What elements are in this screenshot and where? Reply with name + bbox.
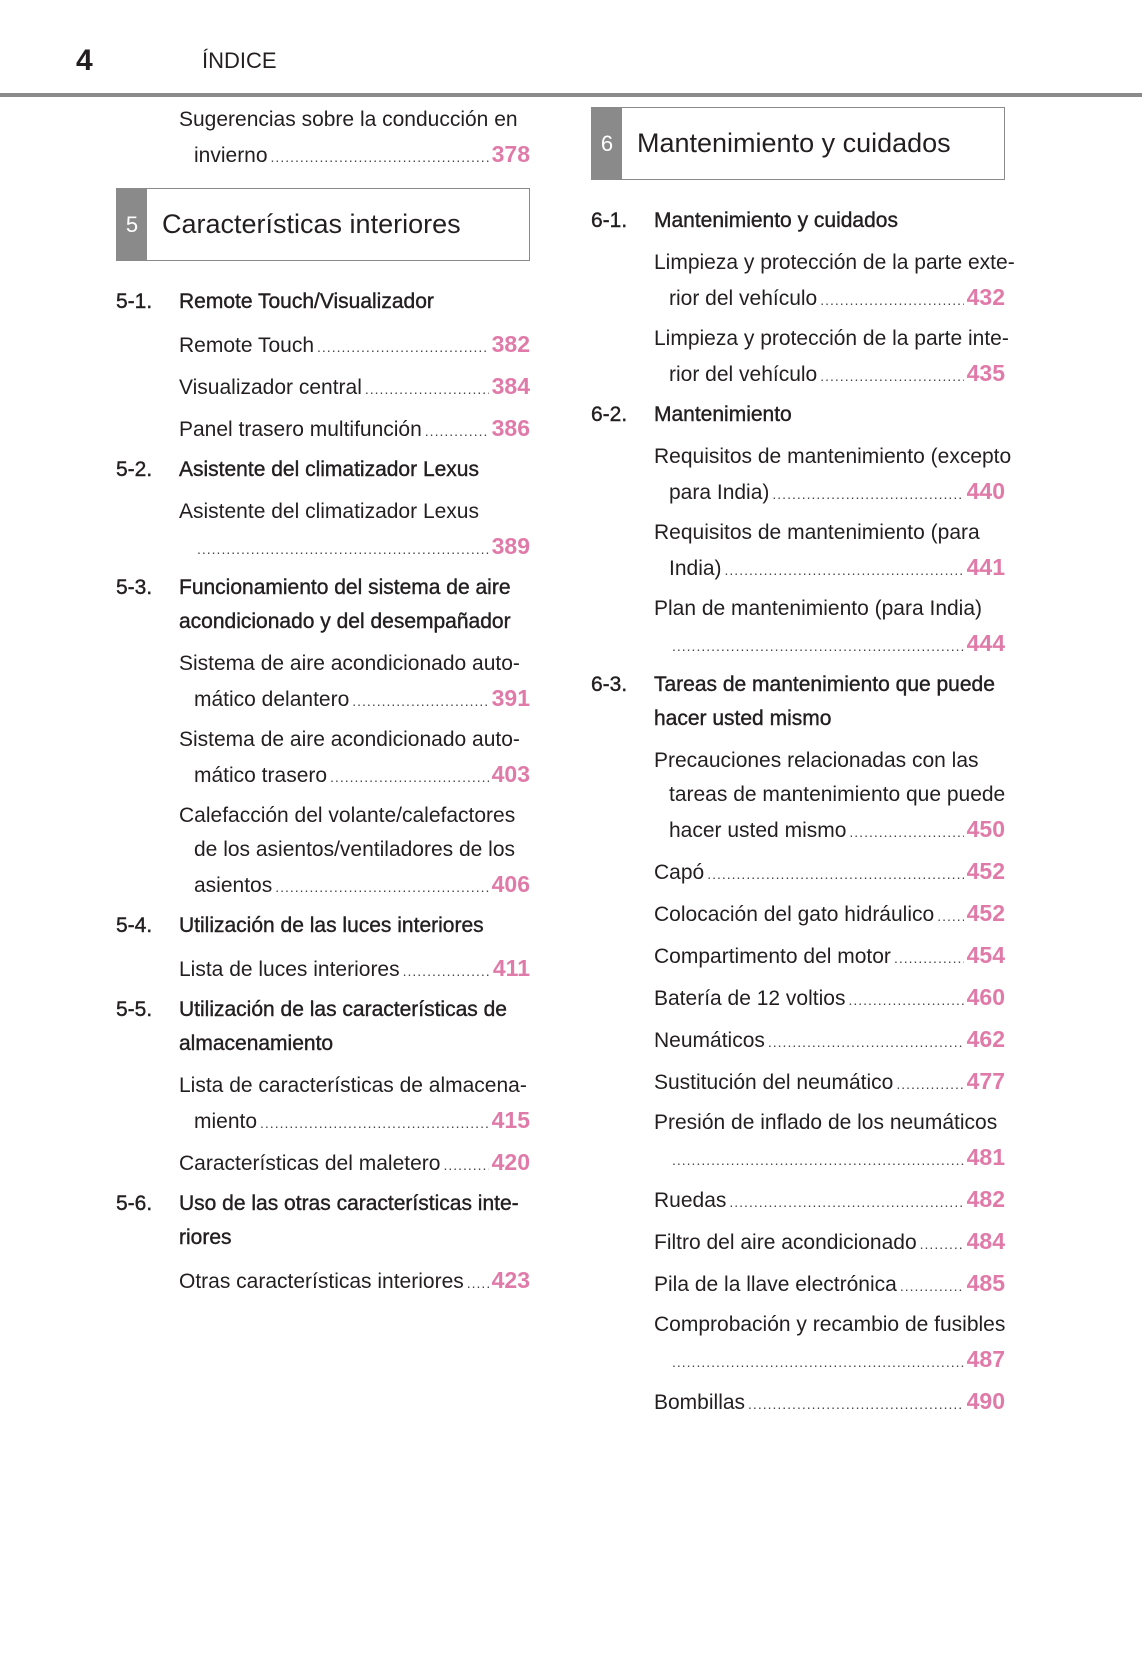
toc-group-heading[interactable] — [591, 204, 1005, 238]
heading-line — [116, 605, 530, 639]
toc-entry[interactable] — [116, 951, 530, 985]
toc-entry-text: asientos — [194, 874, 273, 897]
heading-number: 5-5. — [116, 998, 153, 1021]
toc-entry[interactable] — [116, 1069, 530, 1137]
toc-entry-text: de los asientos/ventiladores de los — [194, 838, 516, 861]
toc-entry-line — [116, 951, 530, 985]
toc-entry-line — [591, 1384, 1005, 1418]
toc-entry-text: para India) — [669, 481, 770, 504]
toc-entry-line — [591, 1182, 1005, 1216]
toc-entry-line — [591, 592, 1005, 626]
toc-entry-line — [591, 896, 1005, 930]
heading-line — [116, 993, 530, 1027]
dot-leader — [275, 870, 488, 904]
toc-entry-line — [116, 867, 530, 901]
toc-entry[interactable] — [116, 723, 530, 791]
dot-leader — [467, 1266, 489, 1300]
toc-entry-text: hacer usted mismo — [669, 819, 847, 842]
toc-page-number[interactable]: 444 — [966, 630, 1005, 656]
dot-leader — [260, 1106, 489, 1140]
toc-entry[interactable] — [591, 1384, 1005, 1418]
toc-entry-line — [591, 854, 1005, 888]
heading-number: 6-3. — [591, 673, 628, 696]
toc-entry-text: Pila de la llave electrónica — [654, 1273, 897, 1296]
toc-entry[interactable] — [591, 1266, 1005, 1300]
toc-entry-line — [591, 1224, 1005, 1258]
dot-leader — [403, 954, 490, 988]
toc-entry-line — [116, 1103, 530, 1137]
toc-entry-line — [116, 1069, 530, 1103]
dot-leader — [848, 983, 963, 1017]
toc-page-number[interactable]: 432 — [966, 284, 1005, 310]
toc-entry-text: mático delantero — [194, 688, 350, 711]
toc-page-number[interactable]: 411 — [492, 955, 530, 981]
toc-page-number[interactable]: 482 — [966, 1186, 1005, 1212]
toc-entry-line — [591, 812, 1005, 846]
toc-entry[interactable] — [591, 1308, 1005, 1376]
toc-entry-line — [591, 1266, 1005, 1300]
toc-entry-line — [591, 778, 1005, 812]
toc-page-number[interactable]: 384 — [491, 373, 530, 399]
heading-line — [116, 1187, 530, 1221]
toc-entry-line — [591, 322, 1009, 356]
heading-title: Utilización de las luces interiores — [179, 914, 484, 937]
heading-number: 6-2. — [591, 403, 628, 426]
heading-title: Funcionamiento del sistema de aire — [179, 576, 511, 599]
toc-page-number[interactable]: 440 — [966, 478, 1005, 504]
dot-leader — [725, 553, 964, 587]
toc-entry-text: Lista de luces interiores — [179, 958, 400, 981]
toc-entry-text: rior del vehículo — [669, 287, 818, 310]
toc-page-number[interactable]: 462 — [966, 1026, 1005, 1052]
heading-number — [591, 702, 654, 736]
toc-entry-text: miento — [194, 1110, 258, 1133]
toc-page-number[interactable]: 403 — [491, 761, 530, 787]
heading-title: almacenamiento — [179, 1032, 334, 1055]
toc-entry[interactable] — [116, 1145, 530, 1179]
heading-title: acondicionado y del desempañador — [179, 610, 511, 633]
dot-leader — [707, 857, 963, 891]
dot-leader — [896, 1067, 963, 1101]
heading-number: 5-6. — [116, 1192, 153, 1215]
dot-leader — [271, 140, 489, 174]
toc-entry-line — [116, 723, 530, 757]
toc-entry[interactable] — [116, 103, 530, 171]
toc-entry-text: Precauciones relacionadas con las — [654, 749, 979, 772]
toc-entry-line — [116, 799, 530, 833]
heading-line — [116, 909, 530, 943]
toc-entry[interactable] — [116, 799, 530, 901]
toc-entry-line — [116, 103, 530, 137]
heading-title: Asistente del climatizador Lexus — [179, 458, 479, 481]
toc-entry-text: invierno — [194, 144, 268, 167]
toc-entry-text: Visualizador central — [179, 376, 362, 399]
toc-entry[interactable] — [591, 1022, 1005, 1056]
toc-entry-line — [591, 280, 1005, 314]
heading-title: Tareas de mantenimiento que puede — [654, 673, 995, 696]
toc-entry-line — [116, 681, 530, 715]
toc-page-number[interactable]: 477 — [966, 1068, 1005, 1094]
toc-page-number[interactable]: 435 — [966, 360, 1005, 386]
toc-entry-text: rior del vehículo — [669, 363, 818, 386]
toc-entry[interactable] — [591, 1182, 1005, 1216]
toc-entry[interactable] — [591, 246, 1015, 314]
toc-entry-text: Filtro del aire acondicionado — [654, 1231, 917, 1254]
toc-page-number[interactable]: 450 — [966, 816, 1005, 842]
toc-entry-line — [591, 1140, 1005, 1174]
toc-entry[interactable] — [591, 854, 1005, 888]
toc-entry-line — [591, 744, 1005, 778]
heading-line — [116, 453, 530, 487]
section-number: 5 — [117, 189, 147, 260]
toc-page-number[interactable]: 391 — [491, 685, 530, 711]
heading-title: hacer usted mismo — [654, 707, 832, 730]
toc-entry-line — [591, 1342, 1005, 1376]
toc-entry[interactable] — [591, 1224, 1005, 1258]
heading-number: 5-3. — [116, 576, 153, 599]
heading-line — [591, 204, 1005, 238]
dot-leader — [672, 1345, 964, 1379]
toc-entry-text: Comprobación y recambio de fusibles — [654, 1313, 1006, 1336]
heading-title: Mantenimiento — [654, 403, 792, 426]
toc-page-number[interactable]: 484 — [966, 1228, 1005, 1254]
toc-page-number[interactable]: 389 — [491, 533, 530, 559]
dot-leader — [330, 760, 489, 794]
toc-page-number[interactable]: 420 — [491, 1149, 530, 1175]
heading-line — [116, 285, 530, 319]
header-divider — [0, 93, 1142, 97]
toc-entry-line — [591, 1308, 1005, 1342]
toc-group-heading[interactable] — [591, 398, 1005, 432]
toc-page-number[interactable]: 452 — [966, 858, 1005, 884]
toc-page-number[interactable]: 382 — [491, 331, 530, 357]
heading-number — [116, 1027, 179, 1061]
dot-leader — [900, 1269, 964, 1303]
toc-page-number[interactable]: 487 — [966, 1346, 1005, 1372]
toc-entry-text: Sugerencias sobre la conducción en — [179, 108, 518, 131]
toc-entry-text: Sistema de aire acondicionado auto- — [179, 728, 520, 751]
dot-leader — [197, 532, 489, 566]
heading-number — [116, 605, 179, 639]
toc-page-number[interactable]: 490 — [966, 1388, 1005, 1414]
section-title: Mantenimiento y cuidados — [637, 128, 951, 158]
toc-entry-text: Remote Touch — [179, 334, 315, 357]
section-number: 6 — [592, 108, 622, 179]
toc-entry-text: Características del maletero — [179, 1152, 441, 1175]
toc-entry-line — [591, 356, 1005, 390]
toc-page-number[interactable]: 415 — [491, 1107, 530, 1133]
toc-entry[interactable] — [591, 592, 1005, 660]
toc-page-number[interactable]: 378 — [491, 141, 530, 167]
toc-entry-line — [591, 626, 1005, 660]
dot-leader — [443, 1148, 488, 1182]
toc-entry[interactable] — [116, 647, 530, 715]
toc-entry-line — [116, 495, 530, 529]
toc-entry[interactable] — [591, 896, 1005, 930]
toc-entry-text: Limpieza y protección de la parte exte- — [654, 251, 1015, 274]
toc-group-heading[interactable] — [116, 571, 530, 639]
toc-entry-text: Presión de inflado de los neumáticos — [654, 1111, 998, 1134]
dot-leader — [317, 330, 489, 364]
toc-entry-text: Sustitución del neumático — [654, 1071, 894, 1094]
toc-entry[interactable] — [591, 516, 1005, 584]
heading-line — [591, 668, 1005, 702]
toc-entry[interactable] — [116, 495, 530, 563]
heading-number: 5-2. — [116, 458, 153, 481]
heading-number: 5-1. — [116, 290, 153, 313]
toc-group-heading[interactable] — [591, 668, 1005, 736]
heading-line — [116, 1221, 530, 1255]
dot-leader — [772, 477, 963, 511]
toc-entry[interactable] — [591, 744, 1005, 846]
dot-leader — [920, 1227, 964, 1261]
toc-entry[interactable] — [591, 1106, 1005, 1174]
toc-page-number[interactable]: 454 — [966, 942, 1005, 968]
toc-entry-line — [116, 833, 530, 867]
toc-entry-line — [116, 1263, 530, 1297]
toc-page-number[interactable]: 386 — [491, 415, 530, 441]
toc-entry-line — [591, 246, 1015, 280]
toc-entry-text: Compartimento del motor — [654, 945, 891, 968]
section-title: Características interiores — [162, 209, 461, 239]
toc-entry-text: Sistema de aire acondicionado auto- — [179, 652, 520, 675]
toc-entry-text: mático trasero — [194, 764, 328, 787]
dot-leader — [768, 1025, 964, 1059]
toc-entry-text: Otras características interiores — [179, 1270, 464, 1293]
toc-entry[interactable] — [116, 1263, 530, 1297]
toc-group-heading[interactable] — [116, 285, 530, 319]
toc-entry-text: Colocación del gato hidráulico — [654, 903, 935, 926]
toc-entry-text: Requisitos de mantenimiento (para — [654, 521, 980, 544]
toc-page-number[interactable]: 406 — [491, 871, 530, 897]
toc-page-number[interactable]: 423 — [491, 1267, 530, 1293]
heading-title: Remote Touch/Visualizador — [179, 290, 434, 313]
toc-entry-line — [116, 1145, 530, 1179]
toc-entry[interactable] — [591, 980, 1005, 1014]
toc-entry-line — [591, 516, 1005, 550]
toc-entry-text: tareas de mantenimiento que puede — [669, 783, 1006, 806]
toc-entry[interactable] — [591, 322, 1009, 390]
toc-group-heading[interactable] — [116, 453, 530, 487]
toc-entry-line — [116, 137, 530, 171]
dot-leader — [729, 1185, 963, 1219]
heading-number: 6-1. — [591, 209, 628, 232]
toc-entry[interactable] — [116, 327, 530, 361]
toc-page-number[interactable]: 485 — [966, 1270, 1005, 1296]
toc-entry-text: Panel trasero multifunción — [179, 418, 422, 441]
dot-leader — [820, 359, 963, 393]
toc-entry-text: Batería de 12 voltios — [654, 987, 846, 1010]
dot-leader — [425, 414, 489, 448]
dot-leader — [365, 372, 489, 406]
dot-leader — [937, 899, 963, 933]
heading-line — [116, 571, 530, 605]
toc-entry[interactable] — [591, 440, 1012, 508]
dot-leader — [672, 629, 964, 663]
left-column — [116, 103, 530, 1297]
toc-entry[interactable] — [116, 369, 530, 403]
dot-leader — [820, 283, 963, 317]
toc-entry-text: Capó — [654, 861, 705, 884]
running-header: ÍNDICE — [202, 48, 277, 73]
toc-entry-line — [116, 411, 530, 445]
heading-number: 5-4. — [116, 914, 153, 937]
section-header — [116, 188, 530, 261]
right-column — [591, 103, 1015, 1418]
toc-entry-line — [116, 757, 530, 791]
toc-page-number[interactable]: 460 — [966, 984, 1005, 1010]
dot-leader — [352, 684, 488, 718]
toc-page-number[interactable]: 441 — [966, 554, 1005, 580]
section-header — [591, 107, 1005, 180]
toc-entry-line — [591, 980, 1005, 1014]
heading-number — [116, 1221, 179, 1255]
toc-entry[interactable] — [591, 1064, 1005, 1098]
toc-entry-line — [591, 938, 1005, 972]
page-number: 4 — [76, 44, 93, 77]
toc-entry-text: Lista de características de almacena- — [179, 1074, 527, 1097]
heading-title: Uso de las otras características inte- — [179, 1192, 519, 1215]
heading-title: Utilización de las características de — [179, 998, 507, 1021]
toc-entry-line — [591, 1022, 1005, 1056]
heading-line — [591, 398, 1005, 432]
toc-entry[interactable] — [116, 411, 530, 445]
toc-group-heading[interactable] — [116, 1187, 530, 1255]
dot-leader — [849, 815, 963, 849]
heading-title: riores — [179, 1226, 232, 1249]
toc-entry-line — [591, 1064, 1005, 1098]
toc-entry-text: Requisitos de mantenimiento (excepto — [654, 445, 1012, 468]
heading-line — [591, 702, 1005, 736]
toc-entry-line — [116, 327, 530, 361]
toc-page-number[interactable]: 452 — [966, 900, 1005, 926]
toc-entry-line — [591, 550, 1005, 584]
dot-leader — [672, 1143, 964, 1177]
toc-entry-text: Plan de mantenimiento (para India) — [654, 597, 983, 620]
heading-title: Mantenimiento y cuidados — [654, 209, 898, 232]
toc-entry-text: India) — [669, 557, 722, 580]
toc-entry-line — [591, 474, 1005, 508]
toc-group-heading[interactable] — [116, 993, 530, 1061]
heading-line — [116, 1027, 530, 1061]
toc-entry-text: Ruedas — [654, 1189, 727, 1212]
toc-entry[interactable] — [591, 938, 1005, 972]
toc-group-heading[interactable] — [116, 909, 530, 943]
toc-entry-line — [591, 440, 1012, 474]
dot-leader — [894, 941, 964, 975]
toc-entry-line — [591, 1106, 1005, 1140]
dot-leader — [748, 1387, 964, 1421]
toc-entry-line — [116, 529, 530, 563]
toc-page-number[interactable]: 481 — [966, 1144, 1005, 1170]
toc-entry-text: Limpieza y protección de la parte inte- — [654, 327, 1009, 350]
toc-entry-text: Bombillas — [654, 1391, 746, 1414]
toc-entry-line — [116, 369, 530, 403]
toc-entry-text: Neumáticos — [654, 1029, 765, 1052]
toc-entry-text: Asistente del climatizador Lexus — [179, 500, 479, 523]
toc-entry-text: Calefacción del volante/calefactores — [179, 804, 516, 827]
toc-entry-line — [116, 647, 530, 681]
